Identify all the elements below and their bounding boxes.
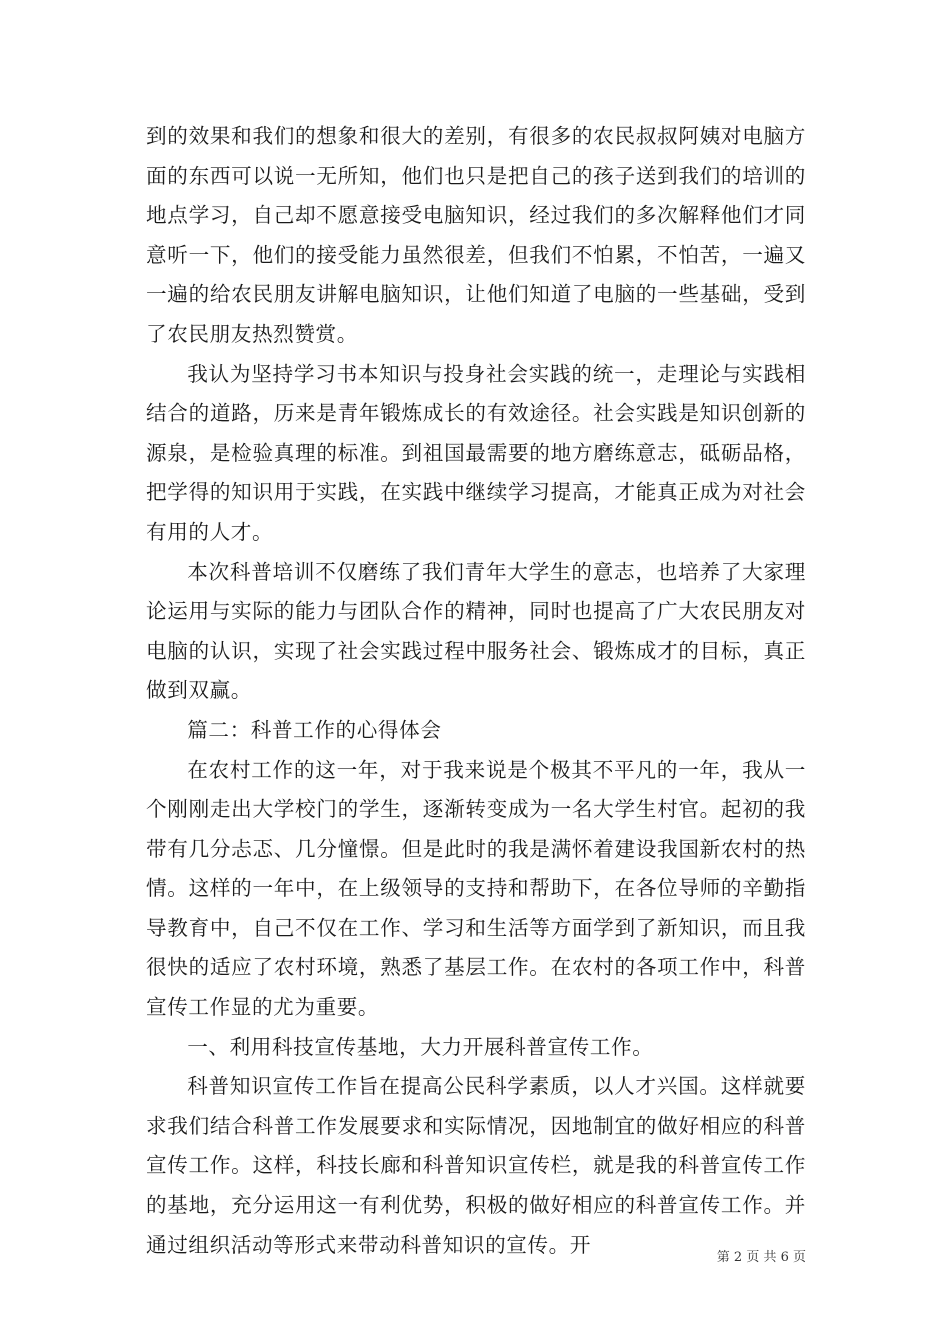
paragraph-rural-work: 在农村工作的这一年，对于我来说是个极其不平凡的一年，我从一个刚刚走出大学校门的学生，逐渐转变成为一名大学生村官。起初的我带有几分忐忑、几分憧憬。但是此时的我是满怀着建设我国新农村的热情。这样的一年中，在上级领导的支持和帮助下，在各位导师的辛勤指导教育中，自己不仅在工作、学习和生活等方面学到了新知识，而且我很快的适应了农村环境，熟悉了基层工作。在农村的各项工作中，科普宣传工作显的尤为重要。 [146,757,806,1020]
section-heading-part-two: 篇二：科普工作的心得体会 [187,717,442,742]
paragraph-practice-theory: 我认为坚持学习书本知识与投身社会实践的统一，走理论与实践相结合的道路，历来是青年锻炼成长的有效途径。社会实践是知识创新的源泉，是检验真理的标准。到祖国最需要的地方磨练意志，砥砺品格，把学得的知识用于实践，在实践中继续学习提高，才能真正成为对社会有用的人才。 [146,361,806,544]
paragraph-training-summary: 本次科普培训不仅磨练了我们青年大学生的意志，也培养了大家理论运用与实际的能力与团队合作的精神，同时也提高了广大农民朋友对电脑的认识，实现了社会实践过程中服务社会、锻炼成才的目标，真正做到双赢。 [146,559,806,703]
paragraph-science-promotion: 科普知识宣传工作旨在提高公民科学素质，以人才兴国。这样就要求我们结合科普工作发展要求和实际情况，因地制宜的做好相应的科普宣传工作。这样，科技长廊和科普知识宣传栏，就是我的科普宣传工作的基地，充分运用这一有利优势，积极的做好相应的科普宣传工作。并通过组织活动等形式来带动科普知识的宣传。开 [146,1074,806,1257]
paragraph-continued: 到的效果和我们的想象和很大的差别，有很多的农民叔叔阿姨对电脑方面的东西可以说一无所知，他们也只是把自己的孩子送到我们的培训的地点学习，自己却不愿意接受电脑知识，经过我们的多次解释他们才同意听一下，他们的接受能力虽然很差，但我们不怕累，不怕苦，一遍又一遍的给农民朋友讲解电脑知识，让他们知道了电脑的一些基础，受到了农民朋友热烈赞赏。 [146,124,806,346]
document-body [146,117,806,1265]
subheading-science-base: 一、利用科技宣传基地，大力开展科普宣传工作。 [187,1034,654,1059]
page-number: 第 2 页 共 6 页 [716,1250,806,1265]
